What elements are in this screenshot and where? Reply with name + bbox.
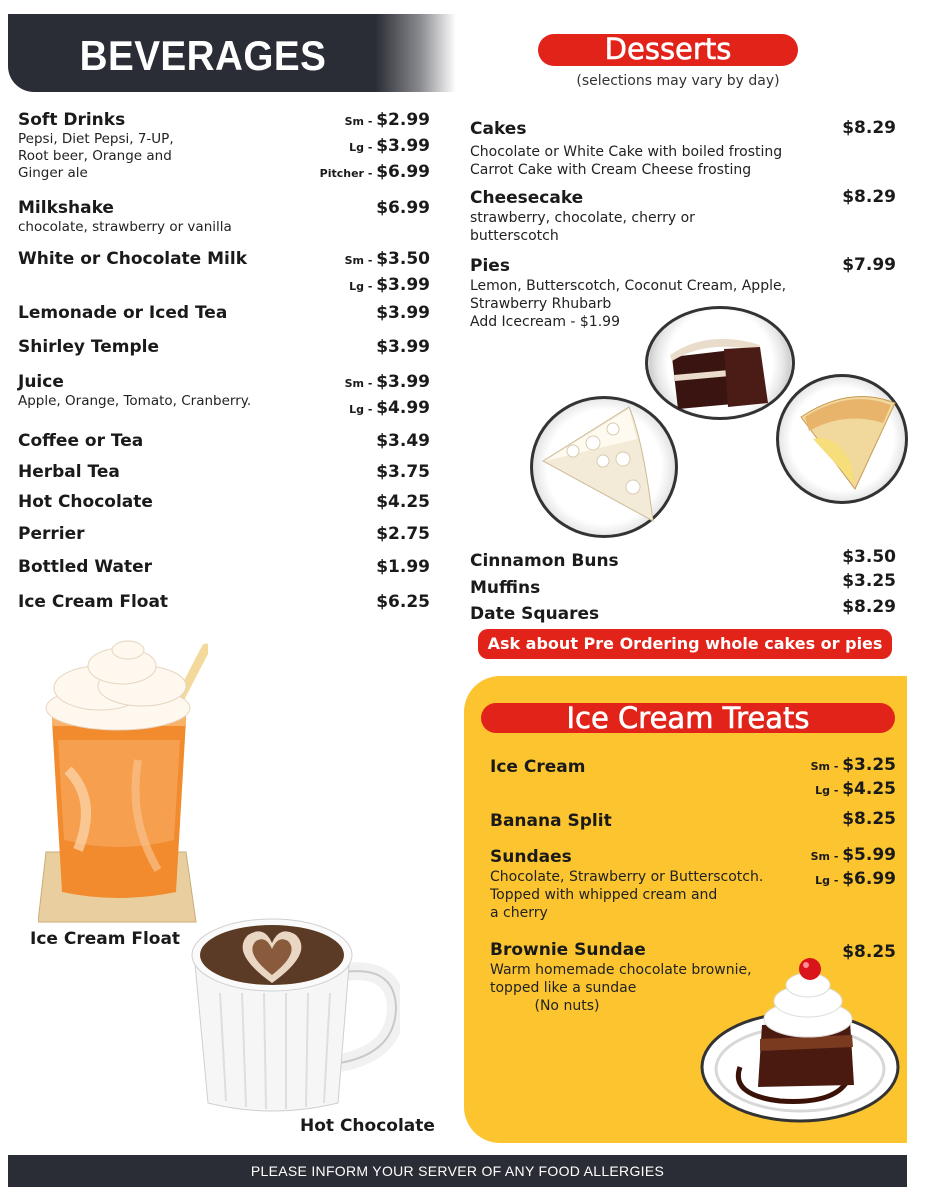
beverage-prices: [345, 370, 430, 422]
dessert-description: Lemon, Butterscotch, Coconut Cream, Apple,: [470, 278, 787, 294]
ice-cream-float-image: [38, 640, 208, 925]
dessert-name: Pies: [470, 256, 510, 276]
preorder-text: Ask about Pre Ordering whole cakes or pies: [487, 634, 883, 653]
dessert-name: Cakes: [470, 119, 527, 139]
dessert-name: Cinnamon Buns: [470, 551, 619, 571]
price: $3.25: [842, 755, 896, 775]
beverage-name: Herbal Tea: [18, 462, 120, 482]
price: $3.99: [376, 337, 430, 357]
coconut-pie-slice-icon: [533, 399, 675, 535]
beverage-name: Ice Cream Float: [18, 592, 169, 612]
beverage-name: Hot Chocolate: [18, 492, 153, 512]
beverage-prices: [345, 247, 430, 299]
price: $1.99: [376, 557, 430, 577]
size-label: Lg -: [349, 280, 377, 293]
price: $3.99: [376, 303, 430, 323]
price-row: [376, 429, 430, 453]
ice-cream-item: [490, 810, 896, 832]
size-label: Sm -: [810, 760, 843, 773]
size-label: Lg -: [349, 141, 377, 154]
beverage-name: Bottled Water: [18, 557, 152, 577]
price: $4.99: [376, 398, 430, 418]
beverage-prices: [376, 301, 430, 325]
beverage-item: [18, 371, 430, 418]
price-row: [376, 301, 430, 325]
price: $6.99: [376, 198, 430, 218]
ice-cream-prices: [811, 754, 896, 802]
beverage-item: [18, 248, 430, 295]
hot-chocolate-caption: Hot Chocolate: [300, 1116, 435, 1136]
price-row: [811, 844, 896, 868]
desserts-subtitle: (selections may vary by day): [576, 73, 780, 89]
price-row: [345, 396, 430, 422]
beverage-prices: [376, 590, 430, 614]
size-label: Lg -: [815, 874, 843, 887]
price-row: [320, 108, 430, 134]
beverage-prices: [320, 108, 430, 186]
dessert-extra-item: [470, 571, 896, 599]
price-row: [345, 247, 430, 273]
price-row: [320, 134, 430, 160]
price-row: [811, 868, 896, 892]
ice-cream-description: (No nuts): [490, 998, 600, 1014]
dessert-description: butterscotch: [470, 228, 559, 244]
beverage-item: [18, 556, 430, 578]
ice-cream-description: Topped with whipped cream and: [490, 887, 718, 903]
chocolate-cake-slice-icon: [648, 309, 792, 417]
beverage-name: Lemonade or Iced Tea: [18, 303, 228, 323]
preorder-banner: [478, 629, 892, 659]
desserts-header: [538, 34, 798, 66]
beverage-name: Milkshake: [18, 198, 114, 218]
beverage-item: [18, 461, 430, 483]
chocolate-cake-plate: [645, 306, 795, 420]
price-row: [320, 160, 430, 186]
dessert-extra-item: [470, 597, 896, 625]
price: $4.25: [842, 779, 896, 799]
price-row: [811, 754, 896, 778]
beverage-description: Apple, Orange, Tomato, Cranberry.: [18, 393, 252, 409]
price: $8.25: [842, 942, 896, 962]
ice-cream-description: topped like a sundae: [490, 980, 637, 996]
beverage-name: White or Chocolate Milk: [18, 249, 248, 269]
dessert-price: $8.29: [842, 118, 896, 138]
ice-cream-description: a cherry: [490, 905, 548, 921]
price-row: [376, 522, 430, 546]
beverage-name: Juice: [18, 372, 64, 392]
size-label: Pitcher -: [319, 167, 377, 180]
beverage-item: [18, 430, 430, 452]
ice-cream-title: Ice Cream Treats: [566, 701, 810, 735]
price-row: [345, 370, 430, 396]
dessert-description: Strawberry Rhubarb: [470, 296, 612, 312]
beverage-name: Coffee or Tea: [18, 431, 144, 451]
price: $6.99: [376, 162, 430, 182]
ice-cream-float-caption: Ice Cream Float: [30, 929, 181, 949]
dessert-item: [470, 118, 896, 179]
size-label: Lg -: [815, 784, 843, 797]
ice-cream-header: [481, 703, 895, 733]
lemon-pie-plate: [776, 374, 908, 504]
size-label: Sm -: [810, 850, 843, 863]
dessert-description: Add Icecream - $1.99: [470, 314, 621, 330]
price-row: [376, 555, 430, 579]
ice-cream-item: [490, 846, 896, 922]
ice-cream-prices: [811, 844, 896, 892]
price-row: [345, 273, 430, 299]
price-row: [376, 590, 430, 614]
beverage-item: [18, 109, 430, 182]
beverage-prices: [376, 555, 430, 579]
size-label: Lg -: [349, 403, 377, 416]
beverage-prices: [376, 490, 430, 514]
dessert-price: $3.25: [842, 571, 896, 591]
dessert-price: $7.99: [842, 255, 896, 275]
dessert-description: Carrot Cake with Cream Cheese frosting: [470, 162, 752, 178]
price: $4.25: [376, 492, 430, 512]
ice-cream-description: Chocolate, Strawberry or Butterscotch.: [490, 869, 764, 885]
beverage-item: [18, 302, 430, 324]
beverage-prices: [376, 196, 430, 220]
dessert-item: [470, 187, 896, 245]
ice-cream-prices: [842, 808, 896, 830]
dessert-name: Date Squares: [470, 604, 600, 624]
coconut-pie-plate: [530, 396, 678, 538]
dessert-price: $8.29: [842, 187, 896, 207]
ice-cream-item: [490, 755, 896, 799]
dessert-name: Muffins: [470, 578, 541, 598]
dessert-name: Cheesecake: [470, 188, 584, 208]
desserts-title: Desserts: [604, 32, 732, 66]
beverage-item: [18, 591, 430, 613]
price: $3.49: [376, 431, 430, 451]
beverage-description: Ginger ale: [18, 165, 88, 181]
dessert-price: $3.50: [842, 547, 896, 567]
dessert-description: Chocolate or White Cake with boiled frosting: [470, 144, 783, 160]
brownie-sundae-image: [700, 955, 900, 1125]
dessert-description: strawberry, chocolate, cherry or: [470, 210, 695, 226]
ice-cream-name: Ice Cream: [490, 757, 586, 777]
price: $2.99: [376, 110, 430, 130]
hot-chocolate-image: [190, 913, 400, 1118]
beverage-item: [18, 491, 430, 513]
beverage-prices: [376, 335, 430, 359]
price-row: [376, 196, 430, 220]
beverage-description: chocolate, strawberry or vanilla: [18, 219, 232, 235]
dessert-extra-item: [470, 547, 896, 572]
beverage-description: Pepsi, Diet Pepsi, 7-UP,: [18, 131, 174, 147]
price: $5.99: [842, 845, 896, 865]
beverage-item: [18, 197, 430, 236]
beverage-name: Soft Drinks: [18, 110, 126, 130]
price: $3.75: [376, 462, 430, 482]
ice-cream-name: Brownie Sundae: [490, 940, 646, 960]
size-label: Sm -: [344, 115, 377, 128]
price: $3.99: [376, 372, 430, 392]
price: $6.99: [842, 869, 896, 889]
price: $3.50: [376, 249, 430, 269]
beverage-name: Shirley Temple: [18, 337, 160, 357]
price: $3.99: [376, 275, 430, 295]
size-label: Sm -: [344, 377, 377, 390]
beverage-item: [18, 523, 430, 545]
ice-cream-name: Sundaes: [490, 847, 572, 867]
price: $3.99: [376, 136, 430, 156]
ice-cream-name: Banana Split: [490, 811, 612, 831]
beverage-prices: [376, 460, 430, 484]
price: $6.25: [376, 592, 430, 612]
price-row: [811, 778, 896, 802]
price: $8.25: [842, 809, 896, 829]
price-row: [842, 808, 896, 830]
beverages-title: BEVERAGES: [79, 32, 327, 79]
allergy-footer: PLEASE INFORM YOUR SERVER OF ANY FOOD ALLERGIES: [8, 1155, 907, 1187]
price-row: [376, 460, 430, 484]
lemon-pie-slice-icon: [779, 377, 905, 501]
dessert-price: $8.29: [842, 597, 896, 617]
beverages-banner: [8, 14, 456, 92]
beverage-prices: [376, 522, 430, 546]
beverage-description: Root beer, Orange and: [18, 148, 172, 164]
price-row: [376, 490, 430, 514]
price-row: [376, 335, 430, 359]
beverage-item: [18, 336, 430, 358]
price: $2.75: [376, 524, 430, 544]
beverage-prices: [376, 429, 430, 453]
ice-cream-description: Warm homemade chocolate brownie,: [490, 962, 752, 978]
beverage-name: Perrier: [18, 524, 85, 544]
size-label: Sm -: [344, 254, 377, 267]
